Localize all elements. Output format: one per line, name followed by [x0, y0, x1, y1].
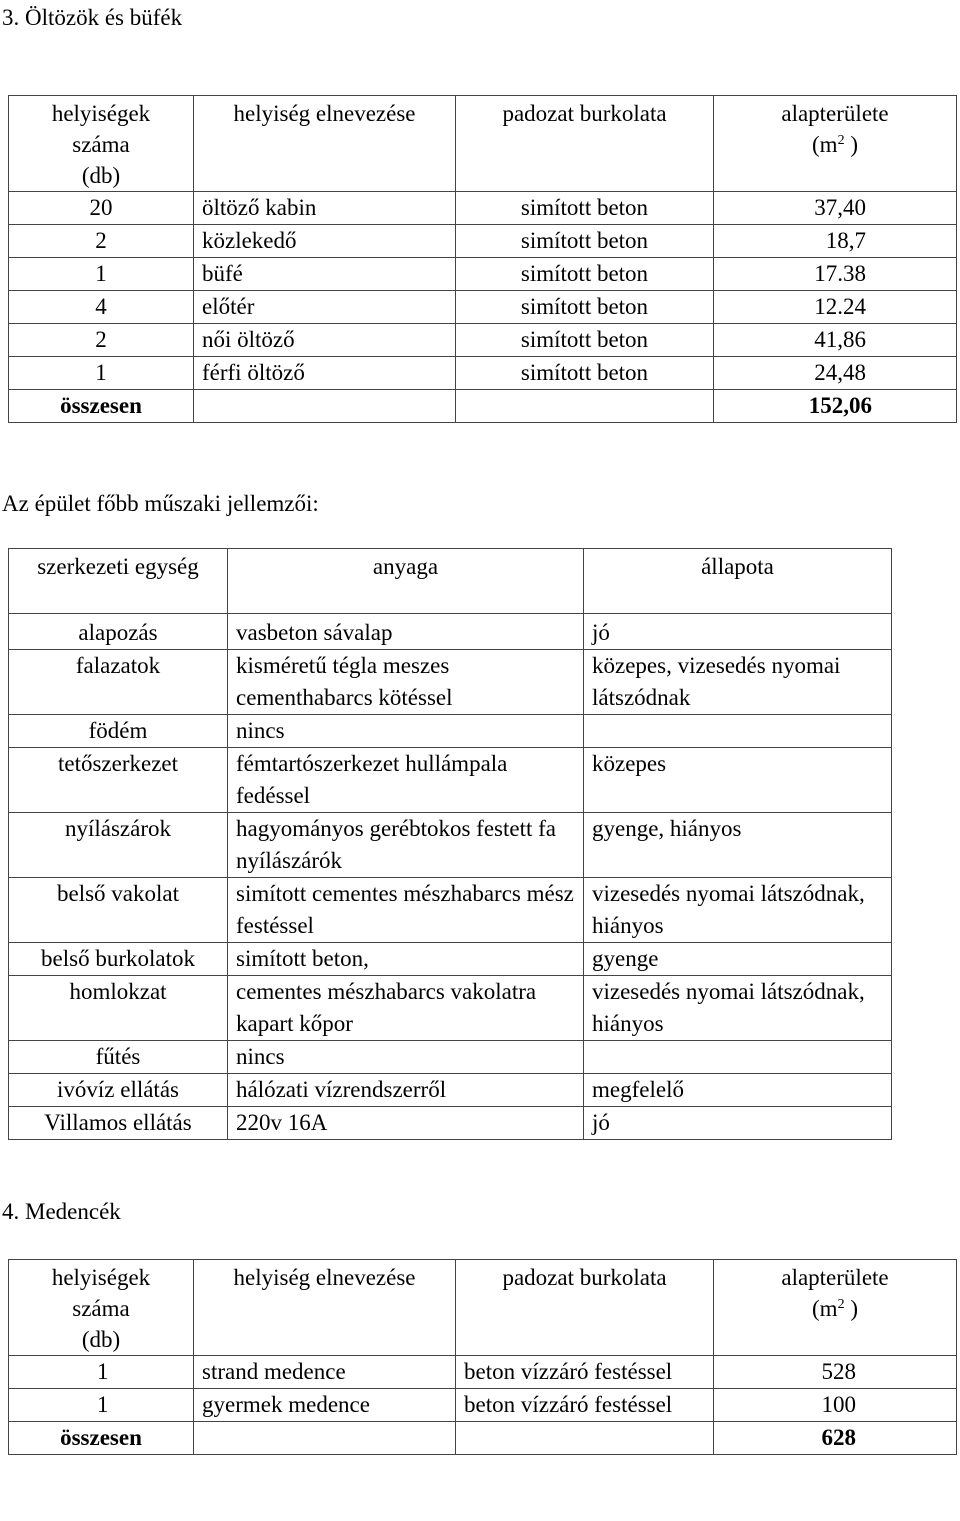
cell-unit: födém [9, 715, 228, 748]
cell-material: fémtartószerkezet hullámpala fedéssel [228, 748, 584, 813]
cell-unit: tetőszerkezet [9, 748, 228, 813]
cell-state [584, 1041, 892, 1074]
cell-material: hagyományos gerébtokos festett fa nyílászárók [228, 813, 584, 878]
cell-unit: nyílászárok [9, 813, 228, 878]
cell-count: 20 [9, 192, 194, 225]
total-row [9, 1422, 957, 1455]
table-row [9, 813, 892, 878]
header-area-unit: ($m^2$ ) [812, 1296, 858, 1321]
header-material: anyaga [228, 549, 584, 614]
header-area-unit: ($m^2$ ) [812, 132, 858, 157]
total-value: 152,06 [714, 390, 957, 423]
cell-state: jó [584, 614, 892, 650]
table-row [9, 225, 957, 258]
header-count-line: helyiségek [51, 101, 151, 126]
table-row [9, 715, 892, 748]
cell-unit: Villamos ellátás [9, 1107, 228, 1140]
table-header-row [9, 1260, 957, 1356]
cell-floor: simított beton [456, 258, 714, 291]
cell-state: gyenge [584, 943, 892, 976]
cell-floor: beton vízzáró festéssel [456, 1356, 714, 1389]
cell-floor: simított beton [456, 324, 714, 357]
cell-count: 2 [9, 324, 194, 357]
table-row [9, 324, 957, 357]
table-row [9, 1041, 892, 1074]
table-row [9, 258, 957, 291]
cell-state: megfelelő [584, 1074, 892, 1107]
section-4-title: 4. Medencék [2, 1199, 121, 1224]
total-row [9, 390, 957, 423]
header-name: helyiség elnevezése [194, 1260, 456, 1356]
cell-area: 12.24 [714, 291, 957, 324]
table-row [9, 976, 892, 1041]
cell-count: 4 [9, 291, 194, 324]
specs-title: Az épület főbb műszaki jellemzői: [2, 491, 319, 516]
cell-count: 1 [9, 1356, 194, 1389]
cell-state: közepes, vizesedés nyomai látszódnak [584, 650, 892, 715]
cell-floor: beton vízzáró festéssel [456, 1389, 714, 1422]
cell-material: simított beton, [228, 943, 584, 976]
empty-cell [194, 390, 456, 423]
cell-floor: simított beton [456, 291, 714, 324]
table-row [9, 748, 892, 813]
header-count-line: (db) [81, 1327, 121, 1352]
header-count [9, 1260, 194, 1356]
table-row [9, 650, 892, 715]
table-row [9, 878, 892, 943]
cell-material: 220v 16A [228, 1107, 584, 1140]
empty-cell [194, 1422, 456, 1455]
table-row [9, 1356, 957, 1389]
cell-area: 24,48 [714, 357, 957, 390]
header-unit: szerkezeti egység [9, 549, 228, 614]
cell-unit: alapozás [9, 614, 228, 650]
table-row [9, 943, 892, 976]
table-row [9, 1074, 892, 1107]
header-floor: padozat burkolata [456, 1260, 714, 1356]
cell-material: nincs [228, 715, 584, 748]
cell-floor: simított beton [456, 357, 714, 390]
cell-area: 37,40 [714, 192, 957, 225]
header-name: helyiség elnevezése [194, 96, 456, 192]
cell-unit: ivóvíz ellátás [9, 1074, 228, 1107]
cell-state: jó [584, 1107, 892, 1140]
table-header-row [9, 96, 957, 192]
header-count-line: száma [72, 132, 130, 157]
table-row [9, 291, 957, 324]
cell-name: büfé [194, 258, 456, 291]
cell-count: 1 [9, 357, 194, 390]
cell-unit: falazatok [9, 650, 228, 715]
cell-count: 1 [9, 1389, 194, 1422]
section-3-title: 3. Öltözök és büfék [2, 5, 183, 30]
cell-state [584, 715, 892, 748]
cell-unit: belső vakolat [9, 878, 228, 943]
cell-area: 17.38 [714, 258, 957, 291]
cell-area: 528 [714, 1356, 957, 1389]
empty-cell [456, 1422, 714, 1455]
cell-unit: belső burkolatok [9, 943, 228, 976]
table-row [9, 614, 892, 650]
cell-name: férfi öltöző [194, 357, 456, 390]
table-row [9, 1389, 957, 1422]
cell-state: gyenge, hiányos [584, 813, 892, 878]
cell-name: strand medence [194, 1356, 456, 1389]
cell-unit: fűtés [9, 1041, 228, 1074]
cell-area: 18,7 [714, 225, 957, 258]
cell-unit: homlokzat [9, 976, 228, 1041]
header-area-label: alapterülete [781, 1265, 889, 1290]
header-count [9, 96, 194, 192]
cell-name: női öltöző [194, 324, 456, 357]
cell-material: kisméretű tégla meszes cementhabarcs kötéssel [228, 650, 584, 715]
cell-floor: simított beton [456, 225, 714, 258]
cell-name: öltöző kabin [194, 192, 456, 225]
specs-table [8, 548, 892, 1140]
header-count-line: száma [72, 1296, 130, 1321]
header-area-label: alapterülete [781, 101, 889, 126]
table-header-row [9, 549, 892, 614]
cell-state: vizesedés nyomai látszódnak, hiányos [584, 878, 892, 943]
cell-material: cementes mészhabarcs vakolatra kapart kőpor [228, 976, 584, 1041]
cell-name: előtér [194, 291, 456, 324]
cell-material: nincs [228, 1041, 584, 1074]
cell-count: 2 [9, 225, 194, 258]
rooms-table [8, 95, 957, 423]
cell-material: vasbeton sávalap [228, 614, 584, 650]
table-row [9, 192, 957, 225]
cell-material: hálózati vízrendszerről [228, 1074, 584, 1107]
cell-area: 100 [714, 1389, 957, 1422]
cell-material: simított cementes mészhabarcs mész festéssel [228, 878, 584, 943]
empty-cell [456, 390, 714, 423]
table-row [9, 1107, 892, 1140]
cell-floor: simított beton [456, 192, 714, 225]
header-floor: padozat burkolata [456, 96, 714, 192]
header-count-line: helyiségek [51, 1265, 151, 1290]
cell-count: 1 [9, 258, 194, 291]
cell-state: közepes [584, 748, 892, 813]
header-area [714, 1260, 957, 1356]
total-label: összesen [9, 1422, 194, 1455]
cell-state: vizesedés nyomai látszódnak, hiányos [584, 976, 892, 1041]
table-row [9, 357, 957, 390]
total-label: összesen [9, 390, 194, 423]
header-state: állapota [584, 549, 892, 614]
cell-area: 41,86 [714, 324, 957, 357]
total-value: 628 [714, 1422, 957, 1455]
header-count-line: (db) [81, 163, 121, 188]
pools-table [8, 1259, 957, 1455]
cell-name: gyermek medence [194, 1389, 456, 1422]
cell-name: közlekedő [194, 225, 456, 258]
header-area [714, 96, 957, 192]
